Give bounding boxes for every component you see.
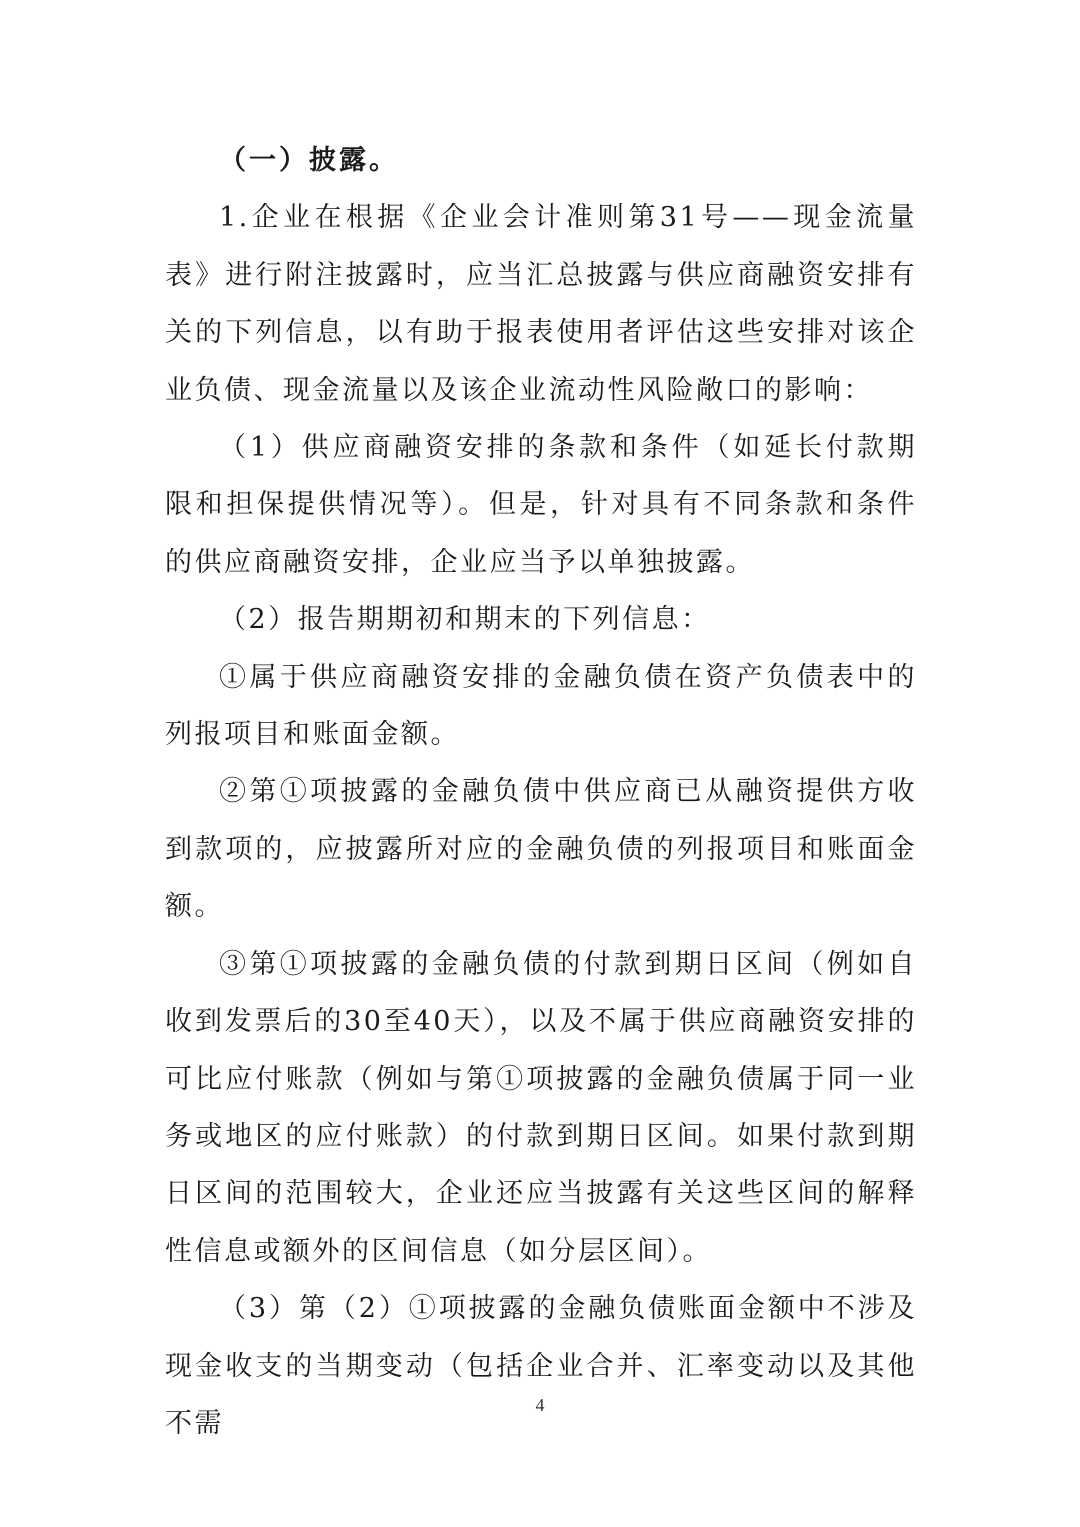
paragraph-2: （1）供应商融资安排的条款和条件（如延长付款期限和担保提供情况等）。但是，针对具有不同条款和条件的供应商融资安排，企业应当予以单独披露。 — [165, 432, 917, 578]
paragraph-1: 1.企业在根据《企业会计准则第31号——现金流量表》进行附注披露时，应当汇总披露与供应商融资安排有关的下列信息，以有助于报表使用者评估这些安排对该企业负债、现金流量以及该企业流动性风险敞口的影响： — [165, 202, 917, 406]
section-heading: （一）披露。 — [219, 145, 399, 176]
paragraph-3: （2）报告期期初和期末的下列信息： — [219, 604, 711, 636]
paragraph-7: （3）第（2）①项披露的金融负债账面金额中不涉及现金收支的当期变动（包括企业合并、汇率变动以及其他不需 — [165, 1293, 917, 1439]
paragraph-6: ③第①项披露的金融负债的付款到期日区间（例如自收到发票后的30至40天），以及不属于供应商融资安排的可比应付账款（例如与第①项披露的金融负债属于同一业务或地区的应付账款）的付款到期日区间。如果付款到期日区间的范围较大，企业还应当披露有关这些区间的解释性信息或额外的区间信息（如分层区间）。 — [165, 948, 917, 1267]
paragraph-5: ②第①项披露的金融负债中供应商已从融资提供方收到款项的，应披露所对应的金融负债的列报项目和账面金额。 — [165, 776, 917, 923]
paragraph-4: ①属于供应商融资安排的金融负债在资产负债表中的列报项目和账面金额。 — [165, 661, 917, 751]
page-body — [165, 132, 917, 1452]
page-number: 4 — [535, 1395, 545, 1415]
